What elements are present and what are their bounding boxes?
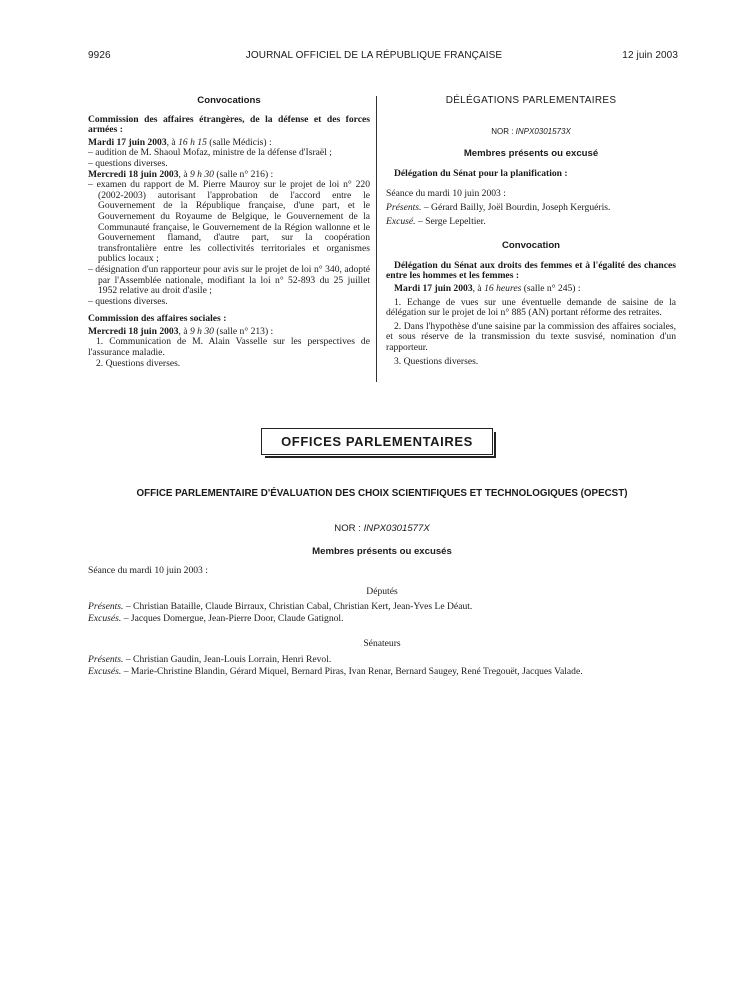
agenda-item: – examen du rapport de M. Pierre Mauroy sur le projet de loi n° 220 (2002-2003) autorisant l'approbation de l'accord entre le Gouvernement de la République française, d'une part, et le Gouvernement du Royaume de Belgique, le Gouvernement de la Communauté française, le Gouvernement de la Région wallonne et le Gouvernement flamand, d'autre part, sur la coopération transfrontalière entre les collectivités territoriales et organismes publics locaux ; [88,179,370,265]
offices-title: OFFICES PARLEMENTAIRES [281,434,473,449]
page-number: 9926 [88,50,111,61]
deputes-presents-line: Présents. – Christian Bataille, Claude Birraux, Christian Cabal, Christian Kert, Jean-Yves Le Déaut. [88,601,473,612]
senateurs-presents-line: Présents. – Christian Gaudin, Jean-Louis Lorrain, Henri Revol. [88,654,332,665]
presents-line: Présents. – Gérard Bailly, Joël Bourdin, Joseph Kerguéris. [386,201,611,213]
agenda-item: 1. Echange de vues sur une éventuelle demande de saisine de la délégation sur le projet de loi n° 885 (AN) portant réforme des retraites. [386,296,676,319]
agenda-item: – désignation d'un rapporteur pour avis sur le projet de loi n° 340, adopté par l'Assemblée nationale, modifiant la loi n° 52-893 du 25 juillet 1952 relative au droit d'asile ; [88,263,370,297]
deputes-heading: Députés [366,586,398,597]
agenda-item: – questions diverses. [88,157,168,169]
delegation-women-rights-title: Délégation du Sénat aux droits des femmes et à l'égalité des chances entre les hommes et les femmes : [386,259,676,282]
senateurs-excuses-line: Excusés. – Marie-Christine Blandin, Gérard Miquel, Bernard Piras, Ivan Renar, Bernard Saugey, René Tregouët, Jacques Valade. [88,666,583,677]
meeting-line: Mardi 17 juin 2003, à 16 h 15 (salle Médicis) : [88,136,272,148]
excuse-line: Excusé. – Serge Lepeltier. [386,215,486,227]
agenda-item: – questions diverses. [88,295,168,307]
delegation-planning-title: Délégation du Sénat pour la planification : [394,167,568,179]
opecst-title: OFFICE PARLEMENTAIRE D'ÉVALUATION DES CHOIX SCIENTIFIQUES ET TECHNOLOGIQUES (OPECST) [136,488,628,499]
issue-date: 12 juin 2003 [622,50,678,61]
meeting-line: Mercredi 18 juin 2003, à 9 h 30 (salle n° 216) : [88,168,274,180]
agenda-item: 1. Communication de M. Alain Vasselle sur les perspectives de l'assurance maladie. [88,336,370,359]
commission-social-affairs-title: Commission des affaires sociales : [88,313,227,325]
commission-foreign-affairs-title: Commission des affaires étrangères, de la défense et des forces armées : [88,113,370,136]
meeting-line: Mercredi 18 juin 2003, à 9 h 30 (salle n° 213) : [88,325,274,337]
nor-reference: NOR : INPX0301577X [334,523,430,534]
journal-title: JOURNAL OFFICIEL DE LA RÉPUBLIQUE FRANÇAISE [245,50,503,61]
offices-parlementaires-box [261,428,493,455]
nor-reference: NOR : INPX0301573X [491,126,571,136]
meeting-line: Mardi 17 juin 2003, à 16 heures (salle n° 245) : [394,282,581,294]
agenda-item: 2. Questions diverses. [96,357,181,369]
agenda-item: 3. Questions diverses. [394,355,479,367]
convocations-heading: Convocations [197,95,261,106]
members-heading: Membres présents ou excusés [312,546,452,557]
delegations-heading: DÉLÉGATIONS PARLEMENTAIRES [445,95,617,106]
agenda-item: 2. Dans l'hypothèse d'une saisine par la commission des affaires sociales, et sous réserve de la transmission du texte susvisé, nomination d'un rapporteur. [386,320,676,353]
session-date: Séance du mardi 10 juin 2003 : [386,188,506,200]
members-heading: Membres présents ou excusé [463,148,599,160]
senateurs-heading: Sénateurs [363,638,401,649]
session-date: Séance du mardi 10 juin 2003 : [88,565,208,576]
column-divider [376,96,377,382]
agenda-item: – audition de M. Shaoul Mofaz, ministre de la défense d'Israël ; [88,147,332,159]
deputes-excuses-line: Excusés. – Jacques Domergue, Jean-Pierre Door, Claude Gatignol. [88,613,344,624]
left-column [88,96,370,369]
right-column [386,96,676,367]
convocation-heading: Convocation [501,240,561,252]
